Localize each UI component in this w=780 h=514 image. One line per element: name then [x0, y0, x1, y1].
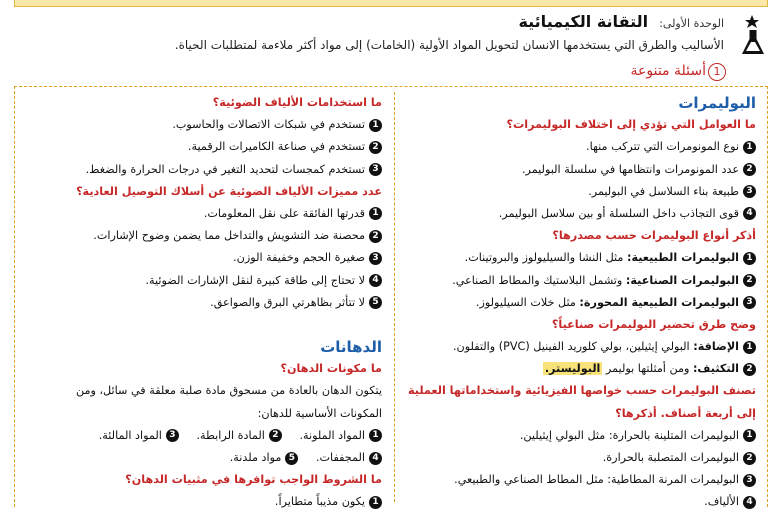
list-item: 1الإضافة: البولي إيثيلين، بولي كلوريد الفينيل (PVC) والتفلون.	[398, 336, 756, 358]
paints-heading: الدهانات	[320, 338, 382, 357]
unit-header	[26, 12, 766, 60]
list-item: 2التكثيف: ومن أمثلتها بوليمر البوليستر.	[398, 358, 756, 380]
column-divider	[394, 92, 395, 502]
list-item: 4الألياف.	[398, 491, 756, 513]
list-item: 3صغيرة الحجم وخفيفة الوزن.	[20, 247, 382, 269]
unit-label: الوحدة الأولى:	[659, 17, 724, 30]
number-bullet: 4	[743, 207, 756, 220]
number-bullet: 2	[269, 429, 282, 442]
number-bullet: 1	[369, 119, 382, 132]
list-item: 2تستخدم في صناعة الكاميرات الرقمية.	[20, 136, 382, 158]
list-item: 1قدرتها الفائقة على نقل المعلومات.	[20, 203, 382, 225]
number-bullet: 2	[743, 452, 756, 465]
list-item: 3البوليمرات المرنة المطاطية: مثل المطاط الصناعي والطبيعي.	[398, 469, 756, 491]
number-bullet: 5	[285, 452, 298, 465]
list-item: 5لا تتأثر بظاهرتي البرق والصواعق.	[20, 292, 382, 314]
question-heading-cont: إلى أربعة أصناف. أذكرها؟	[615, 406, 756, 420]
number-bullet: 1	[369, 207, 382, 220]
list-item: 1يكون مذيباً متطايراً.	[20, 491, 382, 513]
number-bullet: 3	[166, 429, 179, 442]
number-bullet: 2	[743, 363, 756, 376]
list-item: 2عدد المونومرات وانتظامها في سلسلة البوليمر.	[398, 159, 756, 181]
number-bullet: 3	[743, 185, 756, 198]
question-heading: أذكر أنواع البوليمرات حسب مصدرها؟	[552, 229, 756, 243]
fibers-paints-column	[20, 92, 382, 514]
unit-description: الأساليب والطرق التي يستخدمها الانسان لتحويل المواد الأولية (الخامات) إلى مواد أكثر ملاءمة لمتطلبات الحياة.	[174, 38, 724, 52]
number-bullet: 3	[369, 252, 382, 265]
lab-flask-icon	[740, 12, 766, 56]
number-bullet: 2	[743, 163, 756, 176]
number-bullet: 1	[369, 496, 382, 509]
number-bullet: 1	[369, 429, 382, 442]
components-row: 1المواد الملونة. 2المادة الرابطة. 3المواد المالئة.	[20, 425, 382, 447]
components-row: 4المجففات. 5مواد ملدنة.	[20, 447, 382, 469]
polymers-heading: البوليمرات	[678, 94, 756, 112]
number-bullet: 4	[743, 496, 756, 509]
number-bullet: 1	[743, 429, 756, 442]
number-bullet: 1	[743, 341, 756, 354]
question-heading: عدد مميزات الألياف الضوئية عن أسلاك التوصيل العادية؟	[76, 184, 382, 198]
list-item: 1البوليمرات الطبيعية: مثل النشا والسيليولوز والبروتينات.	[398, 247, 756, 269]
number-bullet: 4	[369, 452, 382, 465]
paragraph-line: يتكون الدهان بالعادة من مسحوق مادة صلبة معلقة في سائل، ومن	[75, 384, 382, 398]
section-number-badge: 1	[708, 63, 726, 81]
question-heading: ما الشروط الواجب توافرها في مثبيات الدهان؟	[125, 473, 382, 487]
number-bullet: 4	[369, 274, 382, 287]
highlighted-term: البوليستر.	[544, 362, 601, 376]
number-bullet: 1	[743, 252, 756, 265]
number-bullet: 3	[743, 296, 756, 309]
number-bullet: 1	[743, 141, 756, 154]
list-item: 4قوى التجاذب داخل السلسلة أو بين سلاسل البوليمر.	[398, 203, 756, 225]
section-title: أسئلة متنوعة	[630, 63, 706, 79]
list-item: 1نوع المونومرات التي تتركب منها.	[398, 136, 756, 158]
list-item: 3تستخدم كمجسات لتحديد التغير في درجات الحرارة والضغط.	[20, 159, 382, 181]
list-item: 2البوليمرات الصناعية: وتشمل البلاستيك والمطاط الصناعي.	[398, 270, 756, 292]
question-heading: وضح طرق تحضير البوليمرات صناعياً؟	[551, 317, 756, 331]
list-item: 3البوليمرات الطبيعية المحورة: مثل خلات السيليولوز.	[398, 292, 756, 314]
list-item: 1تستخدم في شبكات الاتصالات والحاسوب.	[20, 114, 382, 136]
paragraph-line: المكونات الأساسية للدهان:	[257, 406, 382, 420]
number-bullet: 2	[743, 274, 756, 287]
number-bullet: 3	[743, 474, 756, 487]
question-heading: تصنف البوليمرات حسب خواصها الفيزيائية واستخداماتها العملية	[408, 384, 756, 398]
number-bullet: 2	[369, 230, 382, 243]
list-item: 4لا تحتاج إلى طاقة كبيرة لنقل الإشارات الضوئية.	[20, 270, 382, 292]
list-item: 2محصنة ضد التشويش والتداخل مما يضمن وضوح الإشارات.	[20, 225, 382, 247]
number-bullet: 5	[369, 296, 382, 309]
top-banner	[14, 0, 768, 7]
number-bullet: 3	[369, 163, 382, 176]
question-heading: ما العوامل التي تؤدي إلى اختلاف البوليمرات؟	[506, 118, 756, 132]
question-heading: ما مكونات الدهان؟	[280, 362, 382, 376]
list-item: 2البوليمرات المتصلبة بالحرارة.	[398, 447, 756, 469]
question-heading: ما استخدامات الألياف الضوئية؟	[212, 96, 382, 109]
unit-title: التقانة الكيميائية	[518, 12, 649, 31]
number-bullet: 2	[369, 141, 382, 154]
list-item: 3طبيعة بناء السلاسل في البوليمر.	[398, 181, 756, 203]
list-item: 1البوليمرات المتلينة بالحرارة: مثل البولي إيثيلين.	[398, 425, 756, 447]
polymers-column	[398, 92, 756, 514]
